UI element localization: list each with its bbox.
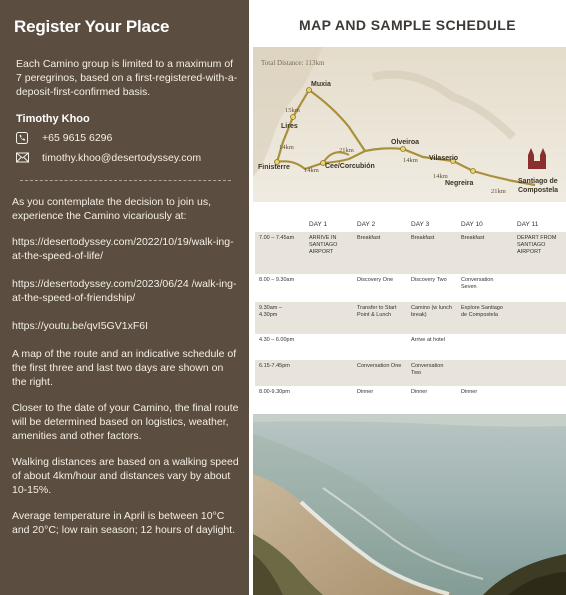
coastline-photo	[253, 414, 566, 595]
label-santiago-2: Compostela	[518, 187, 559, 194]
table-row	[255, 274, 566, 302]
schedule-cell: Explore Santiago de Compostela	[457, 302, 513, 334]
schedule-cell	[513, 302, 566, 334]
schedule-cell: Discovery Two	[411, 277, 447, 283]
schedule-cell: DEPART FROM SANTIAGO AIRPORT	[513, 232, 566, 274]
mail-icon	[16, 152, 30, 164]
time-cell: 8.00-9.30pm	[259, 389, 290, 395]
table-row	[255, 334, 566, 360]
header-time	[255, 216, 305, 232]
distance-negreira-santiago: 21km	[491, 188, 506, 195]
header-day-1: DAY 1	[309, 220, 328, 228]
walking-distance-text: Walking distances are based on a walking speed of about 4km/hour and distances vary by about 10-15%.	[12, 456, 239, 496]
phone-number: +65 9615 6296	[42, 132, 113, 144]
distance-muxia-lires: 15km	[285, 107, 300, 114]
table-row	[255, 302, 566, 334]
temperature-text: Average temperature in April is between 10°C and 20°C; low rain season; 12 hours of daylight.	[12, 510, 236, 536]
label-muxia: Muxia	[311, 81, 331, 88]
schedule-cell	[305, 386, 353, 402]
blog-link-1[interactable]: https://desertodyssey.com/2022/10/19/walk-ing-at-the-speed-of-life/	[12, 236, 234, 262]
table-row	[255, 232, 566, 274]
dashed-divider	[20, 180, 231, 181]
map-schedule-title: MAP AND SAMPLE SCHEDULE	[299, 17, 516, 33]
total-distance: Total Distance: 113km	[261, 59, 325, 67]
schedule-cell: Conversation One	[353, 360, 407, 386]
cathedral-icon	[528, 148, 546, 169]
header-day-3: DAY 3	[411, 220, 430, 228]
distance-lires-finisterre: 14km	[279, 144, 294, 151]
route-note-text: Closer to the date of your Camino, the final route will be determined based on logistics, weather, amenities and other factors.	[12, 402, 239, 442]
schedule-cell: Conversation Two	[407, 360, 457, 386]
schedule-cell: Breakfast	[457, 232, 513, 274]
label-santiago-1: Santiago de	[518, 178, 558, 185]
schedule-cell	[513, 360, 566, 386]
schedule-cell: Transfer to Start Point & Lunch	[353, 302, 407, 334]
table-row	[255, 360, 566, 386]
schedule-cell: Dinner	[461, 389, 478, 395]
schedule-cell: Breakfast	[407, 232, 457, 274]
schedule-cell: Discovery One	[357, 277, 394, 283]
contact-name: Timothy Khoo	[16, 113, 90, 125]
contact-email[interactable]	[16, 151, 239, 165]
group-limit-text: Each Camino group is limited to a maximum of 7 peregrinos, based on a first-registered-with-a-deposit-first-confirmed basis.	[16, 58, 238, 98]
schedule-cell	[513, 334, 566, 360]
register-panel	[0, 0, 249, 595]
schedule-cell	[457, 360, 513, 386]
schedule-cell: Dinner	[411, 389, 428, 395]
schedule-cell: Arrive at hotel	[411, 337, 445, 343]
schedule-cell	[305, 274, 353, 302]
schedule-cell: ARRIVE IN SANTIAGO AIRPORT	[305, 232, 353, 274]
blog-link-2[interactable]: https://desertodyssey.com/2023/06/24 /walk-ing-at-the-speed-of-friendship/	[12, 278, 237, 304]
map-schedule-panel	[249, 0, 566, 595]
time-cell: 9.30am – 4.30pm	[255, 302, 305, 334]
schedule-cell	[457, 334, 513, 360]
distance-cee-olveiroa: 21km	[339, 147, 354, 154]
email-address: timothy.khoo@desertodyssey.com	[42, 152, 202, 164]
time-cell: 6.15-7.45pm	[255, 360, 305, 386]
header-day-11: DAY 11	[517, 220, 539, 228]
register-title: Register Your Place	[14, 17, 170, 36]
label-lires: Lires	[281, 123, 298, 130]
route-map	[253, 47, 566, 202]
schedule-cell	[353, 334, 407, 360]
header-day-2: DAY 2	[357, 220, 376, 228]
time-cell: 4.30 – 6.00pm	[259, 337, 295, 343]
distance-vilaserio-negreira: 14km	[433, 173, 448, 180]
label-negreira: Negreira	[445, 180, 474, 187]
phone-icon	[16, 132, 30, 144]
header-day-10: DAY 10	[461, 220, 483, 228]
schedule-cell	[513, 274, 566, 302]
time-cell: 8.00 – 9.30am	[259, 277, 295, 283]
distance-olveiroa-vilaserio: 14km	[403, 157, 418, 164]
schedule-cell: Dinner	[357, 389, 374, 395]
schedule-cell: Breakfast	[353, 232, 407, 274]
schedule-header-row	[255, 216, 566, 232]
sample-schedule-table	[255, 216, 566, 402]
label-olveiroa: Olveiroa	[391, 139, 420, 146]
schedule-cell	[305, 334, 353, 360]
schedule-cell: Conversation Seven	[461, 277, 494, 290]
vicarious-text: As you contemplate the decision to join us, experience the Camino vicariously at:	[12, 196, 212, 222]
schedule-cell	[305, 302, 353, 334]
schedule-cell: Camino (w lunch break)	[407, 302, 457, 334]
schedule-cell	[305, 360, 353, 386]
video-link[interactable]: https://youtu.be/qvI5GV1xF6I	[12, 320, 148, 332]
table-row	[255, 386, 566, 402]
label-cee: Cee/Corcubión	[325, 163, 375, 170]
label-vilaserio: Vilaserio	[429, 155, 459, 162]
map-note-text: A map of the route and an indicative schedule of the first three and last two days are shown on the right.	[12, 348, 237, 388]
contact-phone[interactable]	[16, 131, 239, 145]
schedule-cell	[513, 386, 566, 402]
time-cell: 7.00 – 7.45am	[255, 232, 305, 274]
distance-finisterre-cee: 14km	[304, 167, 319, 174]
label-finisterre: Finisterre	[258, 164, 290, 171]
